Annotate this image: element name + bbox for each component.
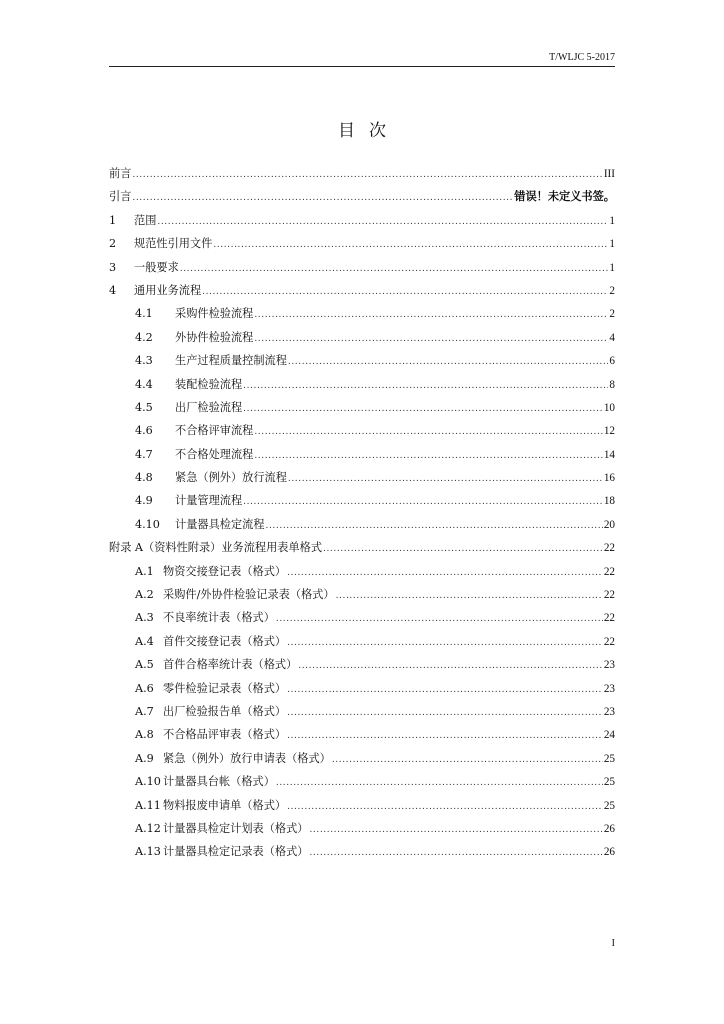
toc-entry[interactable]	[109, 446, 615, 469]
leader-dots	[266, 521, 603, 531]
leader-dots	[243, 381, 608, 391]
toc-number: A.9	[135, 751, 154, 765]
toc-number: 4.3	[135, 354, 153, 368]
toc-number: A.8	[135, 728, 154, 742]
toc-number: A.1	[135, 564, 154, 578]
leader-dots	[254, 451, 602, 461]
header-rule	[109, 66, 615, 67]
toc-page: 14	[603, 448, 615, 461]
leader-dots	[323, 544, 603, 554]
toc-page: 23	[603, 659, 615, 672]
toc-entry[interactable]	[109, 609, 615, 632]
toc-page: 20	[603, 518, 615, 531]
toc-page: 22	[603, 565, 615, 578]
table-of-contents	[109, 165, 615, 867]
toc-number: 4.7	[135, 447, 153, 461]
toc-number: 4.10	[135, 517, 160, 531]
toc-label: 计量器具检定记录表（格式）	[163, 845, 309, 859]
toc-entry[interactable]	[109, 680, 615, 703]
toc-entry[interactable]	[109, 750, 615, 773]
toc-number: 4.1	[135, 307, 153, 321]
toc-page: 26	[603, 846, 615, 859]
toc-page: 24	[603, 729, 615, 742]
toc-entry[interactable]	[109, 235, 615, 258]
document-code: T/WLJC 5-2017	[549, 52, 615, 63]
toc-label: 不合格品评审表（格式）	[163, 728, 287, 742]
toc-label: 不良率统计表（格式）	[163, 611, 275, 625]
toc-label: 计量器具检定计划表（格式）	[163, 821, 309, 835]
toc-entry[interactable]	[109, 259, 615, 282]
toc-entry[interactable]	[109, 188, 615, 211]
toc-label: 紧急（例外）放行流程	[175, 471, 287, 485]
toc-label: 不合格评审流程	[175, 424, 254, 438]
toc-page: 25	[603, 776, 615, 789]
toc-page: 25	[603, 799, 615, 812]
toc-label: 计量器具台帐（格式）	[163, 775, 275, 789]
toc-page: 26	[603, 822, 615, 835]
toc-entry[interactable]	[109, 376, 615, 399]
toc-label: 物资交接登记表（格式）	[163, 564, 287, 578]
leader-dots	[287, 638, 603, 648]
toc-number: A.13	[135, 845, 161, 859]
toc-number: 4.6	[135, 424, 153, 438]
leader-dots	[287, 802, 603, 812]
toc-page: 2	[609, 308, 615, 321]
toc-number: A.4	[135, 634, 154, 648]
toc-entry[interactable]	[109, 843, 615, 866]
leader-dots	[243, 404, 603, 414]
leader-dots	[287, 708, 603, 718]
toc-entry[interactable]	[109, 422, 615, 445]
toc-label: 出厂检验报告单（格式）	[163, 704, 287, 718]
toc-label: 出厂检验流程	[175, 400, 243, 414]
toc-label: 一般要求	[134, 260, 179, 274]
toc-label: 范围	[134, 213, 157, 227]
toc-entry[interactable]	[109, 352, 615, 375]
toc-label: 外协件检验流程	[175, 330, 254, 344]
toc-page: 18	[603, 495, 615, 508]
toc-number: 4.2	[135, 330, 153, 344]
toc-page: 2	[609, 284, 615, 297]
toc-page: 22	[603, 612, 615, 625]
toc-number: A.5	[135, 658, 154, 672]
toc-page: 1	[609, 238, 615, 251]
toc-entry[interactable]	[109, 165, 615, 188]
toc-label: 采购件检验流程	[175, 307, 254, 321]
toc-page: 6	[609, 355, 615, 368]
toc-label: 计量器具检定流程	[175, 517, 265, 531]
toc-page-error: 错误！未定义书签。	[514, 191, 615, 204]
leader-dots	[288, 357, 609, 367]
leader-dots	[287, 731, 603, 741]
toc-entry[interactable]	[109, 305, 615, 328]
leader-dots	[298, 661, 603, 671]
leader-dots	[287, 568, 603, 578]
toc-entry[interactable]	[109, 797, 615, 820]
toc-number: 1	[109, 213, 117, 227]
toc-number: A.12	[135, 821, 161, 835]
leader-dots	[157, 217, 608, 227]
toc-page: 8	[609, 378, 615, 391]
leader-dots	[180, 264, 609, 274]
toc-label: 前言	[109, 167, 132, 180]
toc-number: 4.9	[135, 494, 153, 508]
leader-dots	[288, 474, 603, 484]
toc-entry[interactable]	[109, 282, 615, 305]
toc-number: 4.5	[135, 400, 153, 414]
toc-entry[interactable]	[109, 656, 615, 679]
toc-entry[interactable]	[109, 726, 615, 749]
leader-dots	[132, 193, 513, 203]
toc-number: A.10	[135, 775, 161, 789]
toc-page: 22	[603, 635, 615, 648]
toc-label: 生产过程质量控制流程	[175, 354, 287, 368]
toc-number: 2	[109, 237, 117, 251]
toc-number: A.6	[135, 681, 154, 695]
toc-page: 1	[609, 214, 615, 227]
toc-number: A.3	[135, 611, 154, 625]
toc-entry[interactable]	[109, 773, 615, 796]
leader-dots	[254, 334, 608, 344]
toc-page: 22	[603, 542, 615, 555]
toc-page: 12	[603, 425, 615, 438]
toc-label: 计量管理流程	[175, 494, 243, 508]
toc-label: 首件交接登记表（格式）	[163, 634, 287, 648]
leader-dots	[132, 170, 602, 180]
leader-dots	[254, 310, 608, 320]
toc-page: 25	[603, 752, 615, 765]
toc-entry[interactable]	[109, 399, 615, 422]
leader-dots	[254, 427, 602, 437]
toc-page: 10	[603, 401, 615, 414]
toc-label: 首件合格率统计表（格式）	[163, 658, 298, 672]
leader-dots	[202, 287, 608, 297]
toc-label: 附录 A（资料性附录）业务流程用表单格式	[109, 541, 323, 555]
leader-dots	[336, 591, 603, 601]
toc-label: 通用业务流程	[134, 283, 202, 297]
toc-entry[interactable]	[109, 516, 615, 539]
toc-entry[interactable]	[109, 492, 615, 515]
toc-label: 采购件/外协件检验记录表（格式）	[163, 588, 335, 602]
toc-number: A.2	[135, 588, 154, 602]
toc-label: 零件检验记录表（格式）	[163, 681, 287, 695]
toc-label: 紧急（例外）放行申请表（格式）	[163, 751, 331, 765]
leader-dots	[243, 497, 603, 507]
page-title: 目次	[338, 121, 400, 141]
toc-label: 物料报废申请单（格式）	[163, 798, 287, 812]
leader-dots	[309, 848, 602, 858]
toc-number: 3	[109, 260, 117, 274]
toc-page: 4	[609, 331, 615, 344]
toc-entry[interactable]	[109, 633, 615, 656]
toc-number: 4	[109, 283, 117, 297]
toc-page: 22	[603, 589, 615, 602]
toc-page: 1	[609, 261, 615, 274]
leader-dots	[276, 778, 603, 788]
toc-entry[interactable]	[109, 469, 615, 492]
page-number: I	[611, 938, 615, 949]
leader-dots	[332, 755, 603, 765]
toc-number: 4.4	[135, 377, 153, 391]
leader-dots	[287, 685, 603, 695]
leader-dots	[276, 614, 603, 624]
leader-dots	[213, 240, 608, 250]
toc-label: 引言	[109, 190, 132, 204]
toc-page: 23	[603, 705, 615, 718]
toc-entry[interactable]	[109, 563, 615, 586]
toc-entry[interactable]	[109, 586, 615, 609]
toc-number: 4.8	[135, 471, 153, 485]
toc-entry[interactable]	[109, 329, 615, 352]
toc-entry-appendix[interactable]	[109, 539, 615, 562]
toc-label: 规范性引用文件	[134, 237, 213, 251]
toc-number: A.7	[135, 704, 154, 718]
toc-label: 不合格处理流程	[175, 447, 254, 461]
toc-entry[interactable]	[109, 703, 615, 726]
toc-page: 23	[603, 682, 615, 695]
toc-entry[interactable]	[109, 212, 615, 235]
leader-dots	[309, 825, 602, 835]
toc-number: A.11	[135, 798, 161, 812]
toc-page: 16	[603, 472, 615, 485]
toc-page: III	[603, 168, 615, 180]
toc-label: 装配检验流程	[175, 377, 243, 391]
toc-entry[interactable]	[109, 820, 615, 843]
